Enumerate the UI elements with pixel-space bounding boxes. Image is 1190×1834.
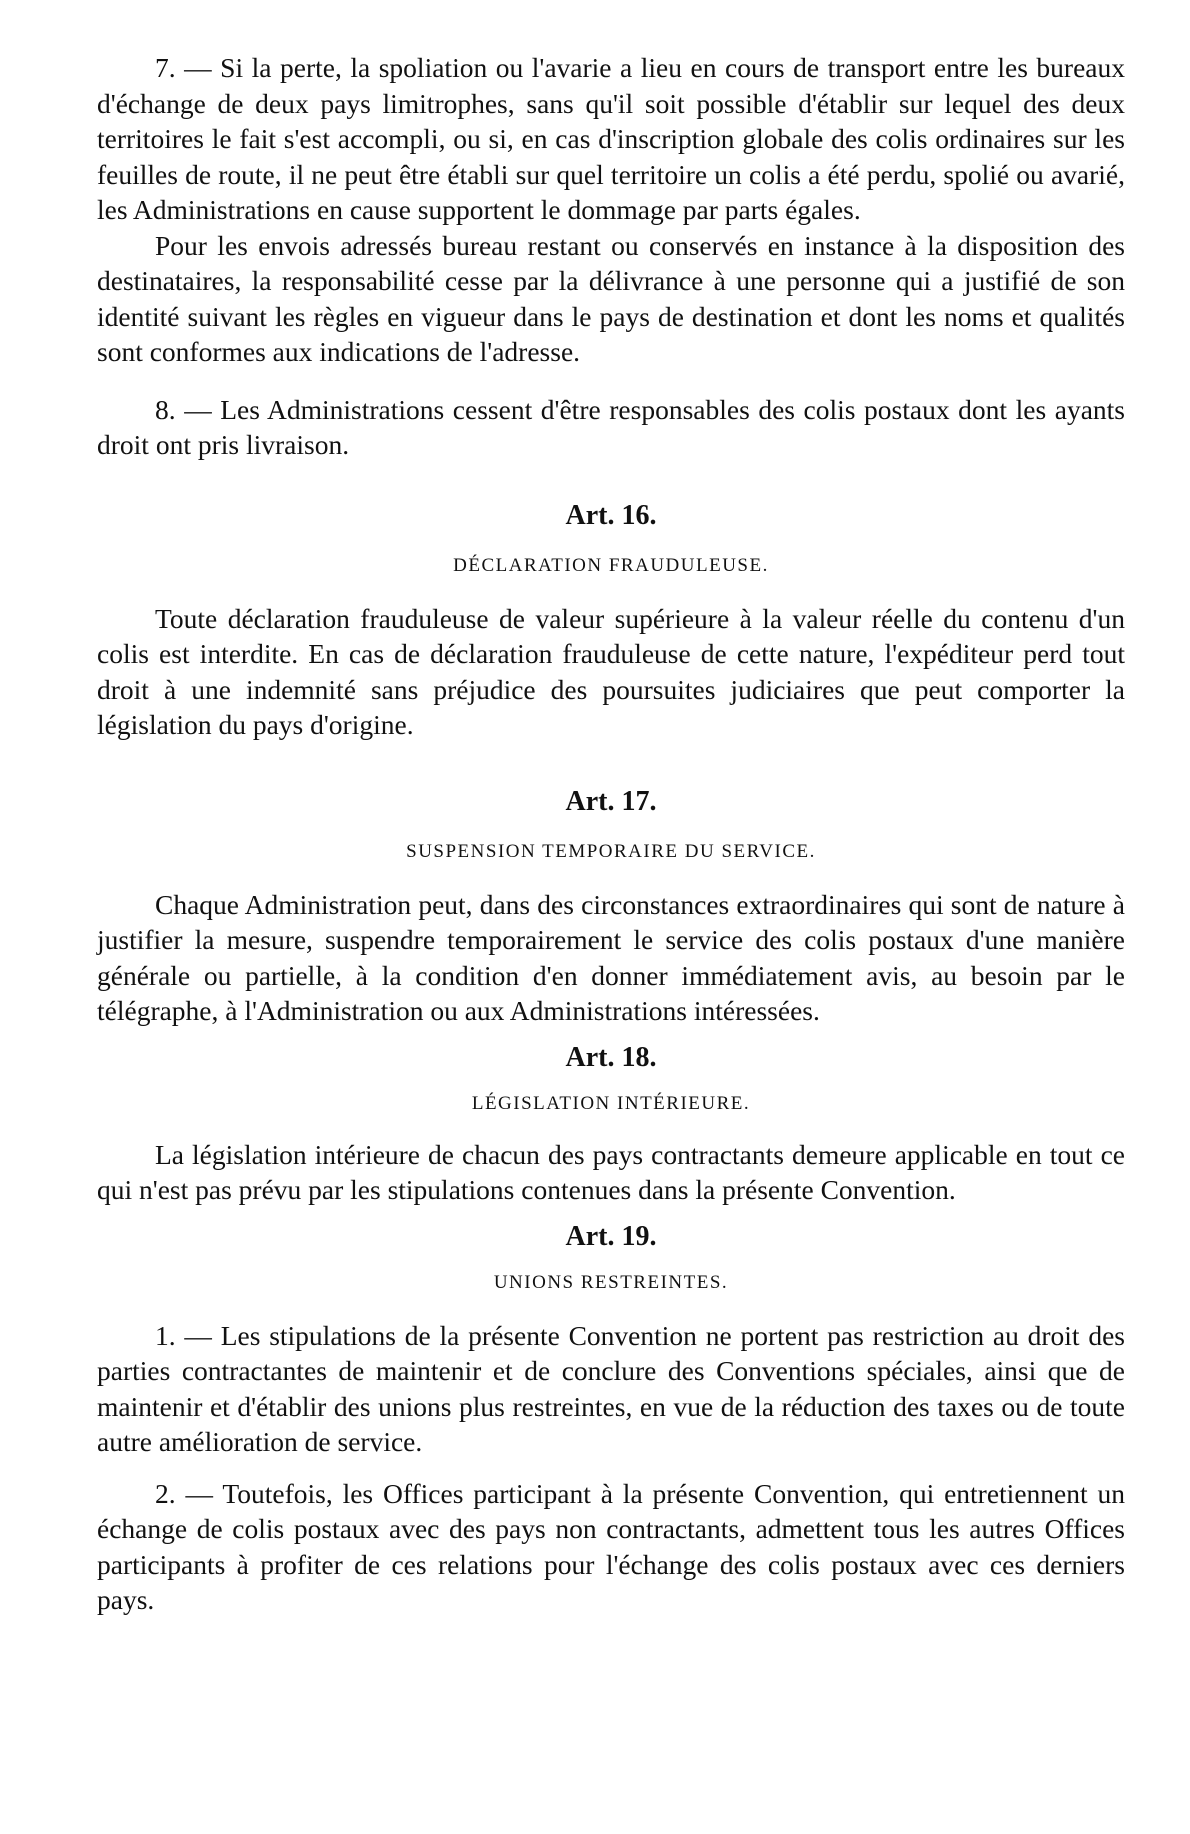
article-16-text: Toute déclaration frauduleuse de valeur supérieure à la valeur réelle du contenu d'un colis est interdite. En cas de déclaration frauduleuse de cette nature, l'expéditeur perd tout droit à une indemnité sans préjudice des poursuites judiciaires que peut comporter la législation du pays d'origine. [97, 602, 1125, 740]
article-18-text: La législation intérieure de chacun des pays contractants demeure applicable en tout ce qui n'est pas prévu par les stipulations contenues dans la présente Convention. [97, 1138, 1125, 1205]
paragraph-poste-restante: Pour les envois adressés bureau restant ou conservés en instance à la disposition des destinataires, la responsabilité cesse par la délivrance à une personne qui a justifié de son identité suivant les règles en vigueur dans le pays de destination et dont les noms et qualités sont conformes aux indications de l'adresse. [97, 229, 1125, 367]
article-17-heading: Art. 17. [565, 785, 657, 817]
article-16-heading: Art. 16. [565, 499, 657, 531]
document-page [97, 50, 1125, 1618]
article-19-paragraph-1: 1. — Les stipulations de la présente Convention ne portent pas restriction au droit des parties contractantes de maintenir et de conclure des Conventions spéciales, ainsi que de maintenir et d'établir des unions plus restreintes, en vue de la réduction des taxes ou de toute autre amélioration de service. [97, 1319, 1125, 1457]
article-16-title: DÉCLARATION FRAUDULEUSE. [453, 554, 769, 576]
article-19-paragraph-2: 2. — Toutefois, les Offices participant à la présente Convention, qui entretiennent un échange de colis postaux avec des pays non contractants, admettent tous les autres Offices participants à profiter de ces relations pour l'échange des colis postaux avec ces derniers pays. [97, 1477, 1125, 1615]
article-17-text: Chaque Administration peut, dans des circonstances extraordinaires qui sont de nature à justifier la mesure, suspendre temporairement le service des colis postaux d'une manière générale ou partielle, à la condition d'en donner immédiatement avis, au besoin par le télégraphe, à l'Administration ou aux Administrations intéressées. [97, 888, 1125, 1026]
article-19-heading: Art. 19. [565, 1220, 657, 1252]
article-18-title: LÉGISLATION INTÉRIEURE. [471, 1092, 751, 1114]
article-19-title: UNIONS RESTREINTES. [493, 1271, 729, 1293]
paragraph-7-loss: 7. — Si la perte, la spoliation ou l'avarie a lieu en cours de transport entre les bureaux d'échange de deux pays limitrophes, sans qu'il soit possible d'établir sur lequel des deux territoires le fait s'est accompli, ou si, en cas d'inscription globale des colis ordinaires sur les feuilles de route, il ne peut être établi sur quel territoire un colis a été perdu, spolié ou avarié, les Administrations en cause supportent le dommage par parts égales. [97, 52, 1125, 225]
article-17-title: SUSPENSION TEMPORAIRE DU SERVICE. [406, 840, 816, 862]
paragraph-8-delivery: 8. — Les Administrations cessent d'être responsables des colis postaux dont les ayants droit ont pris livraison. [97, 393, 1125, 460]
article-18-heading: Art. 18. [565, 1041, 657, 1073]
